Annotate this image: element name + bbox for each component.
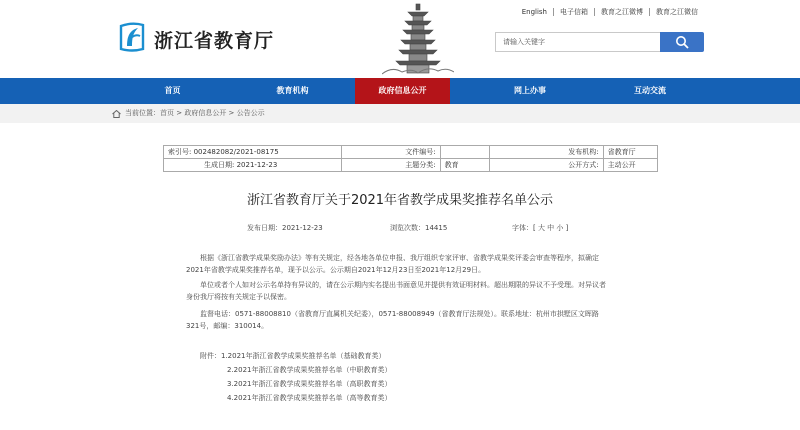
paragraph-1 [186,253,622,276]
top-links [516,8,704,16]
doc-no-label: 文件编号: [341,146,440,159]
main-nav [0,78,800,104]
english-link[interactable]: English [521,8,547,16]
home-icon [112,110,121,118]
nav-gov-info[interactable]: 政府信息公开 [355,78,450,104]
nav-institutions[interactable]: 教育机构 [276,86,309,95]
paragraph-line: 身份我厅将按有关规定予以保密。 [186,292,291,301]
breadcrumb-prefix: 当前位置： [125,109,160,117]
breadcrumb [112,105,265,122]
nav-home[interactable]: 首页 [164,86,181,95]
index-value: 002482082/2021-08175 [193,148,279,156]
date-label: 生成日期: [204,161,235,169]
paragraph-line: 单位或者个人如对公示名单持有异议的，请在公示期内实名提出书面意见并提供有效证明材料。超出期限的异议不予受理。对异议者 [200,281,606,289]
table-row [164,146,658,159]
article-title: 浙江省教育厅关于2021年省教学成果奖推荐名单公示 [246,193,554,208]
index-label: 索引号: [168,148,192,156]
topic-value: 教育 [440,159,489,172]
date-cell [164,159,342,172]
email-link[interactable]: 电子信箱 [553,8,594,16]
info-table [163,145,658,172]
attachment-link[interactable]: 3.2021年浙江省教学成果奖推荐名单（高职教育类） [227,380,392,388]
paragraph-line: 321号，邮编：310014。 [186,321,269,330]
wechat-link[interactable]: 教育之江微信 [649,8,704,16]
attachment-link[interactable]: 4.2021年浙江省教学成果奖推荐名单（高等教育类） [227,394,392,402]
paragraph-3 [186,309,622,332]
publish-date: 发布日期：2021-12-23 [247,224,323,232]
date-value: 2021-12-23 [236,161,278,169]
table-row [164,159,658,172]
publisher-label: 发布机构: [490,146,604,159]
topic-label: 主题分类: [341,159,440,172]
site-name[interactable]: 浙江省教育厅 [154,30,275,52]
weibo-link[interactable]: 教育之江微博 [594,8,649,16]
doc-no-value [440,146,489,159]
paragraph-line: 2021年省教学成果奖推荐名单，现予以公示。公示期自2021年12月23日至2021年12月29日。 [186,265,486,274]
index-cell [164,146,342,159]
view-count: 浏览次数：14415 [390,224,448,232]
nav-interaction[interactable]: 互动交流 [634,86,666,95]
breadcrumb-path[interactable]: 首页 > 政府信息公开 > 公告公示 [160,109,265,117]
paragraph-line: 根据《浙江省教学成果奖励办法》等有关规定，经各地各单位申报、我厅组织专家评审、省教学成果奖评委会审查等程序，拟确定 [200,254,599,262]
paragraph-line: 监督电话：0571-88008810（省教育厅直属机关纪委），0571-88008949（省教育厅法规处）。联系地址：杭州市拱墅区文晖路 [200,310,599,318]
font-size-switcher[interactable]: 字体：[ 大 中 小 ] [512,224,569,232]
pagoda-icon [382,2,454,76]
method-label: 公开方式: [490,159,604,172]
nav-online-services[interactable]: 网上办事 [514,86,546,95]
search-button[interactable] [660,32,704,52]
attachment-link[interactable]: 2.2021年浙江省教学成果奖推荐名单（中职教育类） [227,366,392,374]
logo-icon[interactable] [118,22,146,52]
search-input[interactable]: 请输入关键字 [495,32,660,52]
method-value: 主动公开 [603,159,657,172]
search-icon [675,35,689,49]
attachment-link[interactable]: 附件：1.2021年浙江省教学成果奖推荐名单（基础教育类） [200,352,386,360]
paragraph-2 [186,280,622,303]
publisher-value: 省教育厅 [603,146,657,159]
